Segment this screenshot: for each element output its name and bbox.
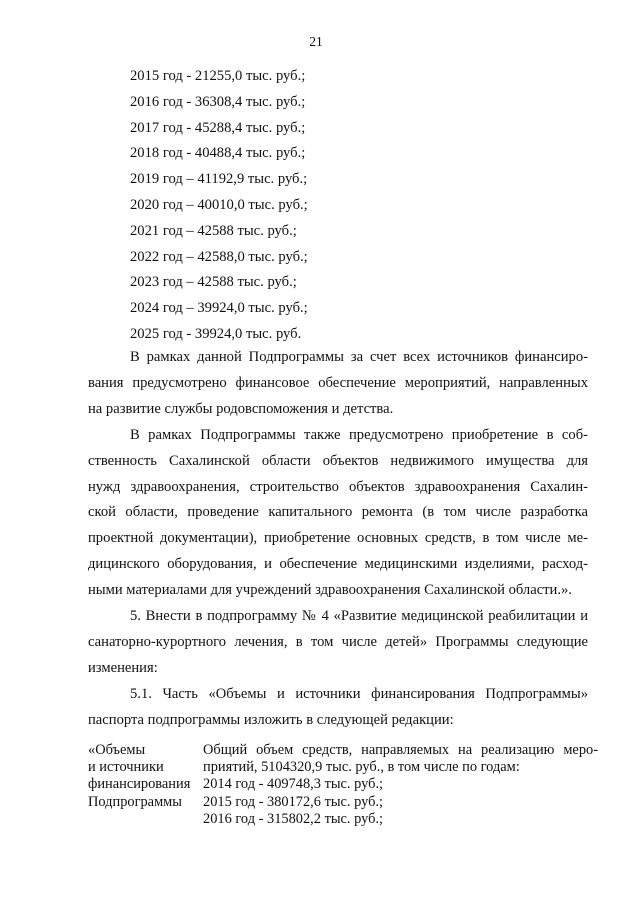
passport-value-line: 2014 год - 409748,3 тыс. руб.; xyxy=(203,776,384,793)
funding-year-line: 2024 год – 39924,0 тыс. руб.; xyxy=(130,300,308,317)
paragraph-line: ственность Сахалинской области объектов недвижимого имущества для xyxy=(88,452,588,469)
funding-year-line: 2017 год - 45288,4 тыс. руб.; xyxy=(130,119,306,136)
paragraph-line: проектной документации), приобретение основных средств, в том числе ме- xyxy=(88,530,588,547)
paragraph-line: вания предусмотрено финансовое обеспечение мероприятий, направленных xyxy=(88,374,588,391)
paragraph-amendment-5 xyxy=(88,604,588,681)
funding-year-line: 2018 год - 40488,4 тыс. руб.; xyxy=(130,145,306,162)
paragraph-line: нужд здравоохранения, строительство объектов здравоохранения Сахалин- xyxy=(88,478,588,495)
funding-year-list xyxy=(130,64,308,348)
funding-year-line: 2019 год – 41192,9 тыс. руб.; xyxy=(130,171,308,188)
passport-label-line: и источники xyxy=(88,759,164,776)
funding-year-line: 2021 год – 42588 тыс. руб.; xyxy=(130,222,297,239)
passport-value-line: 2015 год - 380172,6 тыс. руб.; xyxy=(203,793,384,810)
paragraph-line: ными материалами для учреждений здравоохранения Сахалинской области.». xyxy=(88,581,572,598)
funding-year-line: 2023 год – 42588 тыс. руб.; xyxy=(130,274,297,291)
paragraph-line: 5.1. Часть «Объемы и источники финансирования Подпрограммы» xyxy=(130,686,588,702)
passport-value-line: 2016 год - 315802,2 тыс. руб.; xyxy=(203,810,384,827)
paragraph-maternity-funding xyxy=(88,345,588,422)
paragraph-line: 5. Внести в подпрограмму № 4 «Развитие медицинской реабилитации и xyxy=(130,608,588,624)
paragraph-line: изменения: xyxy=(88,659,158,676)
paragraph-line: дицинского оборудования, и обеспечение медицинскими изделиями, расход- xyxy=(88,555,588,572)
paragraph-line: на развитие службы родовспоможения и детства. xyxy=(88,400,394,417)
passport-label-line: финансирования xyxy=(88,776,191,793)
passport-label-line: «Объемы xyxy=(88,742,146,758)
funding-year-line: 2020 год – 40010,0 тыс. руб.; xyxy=(130,196,308,213)
passport-value-line: приятий, 5104320,9 тыс. руб., в том числе по годам: xyxy=(203,759,520,776)
paragraph-line: В рамках данной Подпрограммы за счет всех источников финансиро- xyxy=(130,349,588,365)
passport-value-line: Общий объем средств, направляемых на реализацию меро- xyxy=(203,742,598,758)
passport-label-line: Подпрограммы xyxy=(88,793,182,810)
paragraph-line: санаторно-курортного лечения, в том числе детей» Программы следующие xyxy=(88,633,588,650)
funding-year-line: 2016 год - 36308,4 тыс. руб.; xyxy=(130,93,306,110)
page-number: 21 xyxy=(309,34,323,49)
paragraph-line: В рамках Подпрограммы также предусмотрено приобретение в соб- xyxy=(130,427,588,443)
paragraph-property-acquisition xyxy=(88,423,588,604)
paragraph-line: ской области, проведение капитального ремонта (в том числе разработка xyxy=(88,504,588,521)
paragraph-line: паспорта подпрограммы изложить в следующей редакции: xyxy=(88,711,454,728)
funding-year-line: 2022 год – 42588,0 тыс. руб.; xyxy=(130,248,308,265)
funding-year-line: 2025 год - 39924,0 тыс. руб. xyxy=(130,325,302,342)
funding-year-line: 2015 год - 21255,0 тыс. руб.; xyxy=(130,68,306,84)
passport-value-column xyxy=(203,742,598,828)
passport-label-column xyxy=(88,742,203,811)
paragraph-amendment-5-1 xyxy=(88,682,588,734)
